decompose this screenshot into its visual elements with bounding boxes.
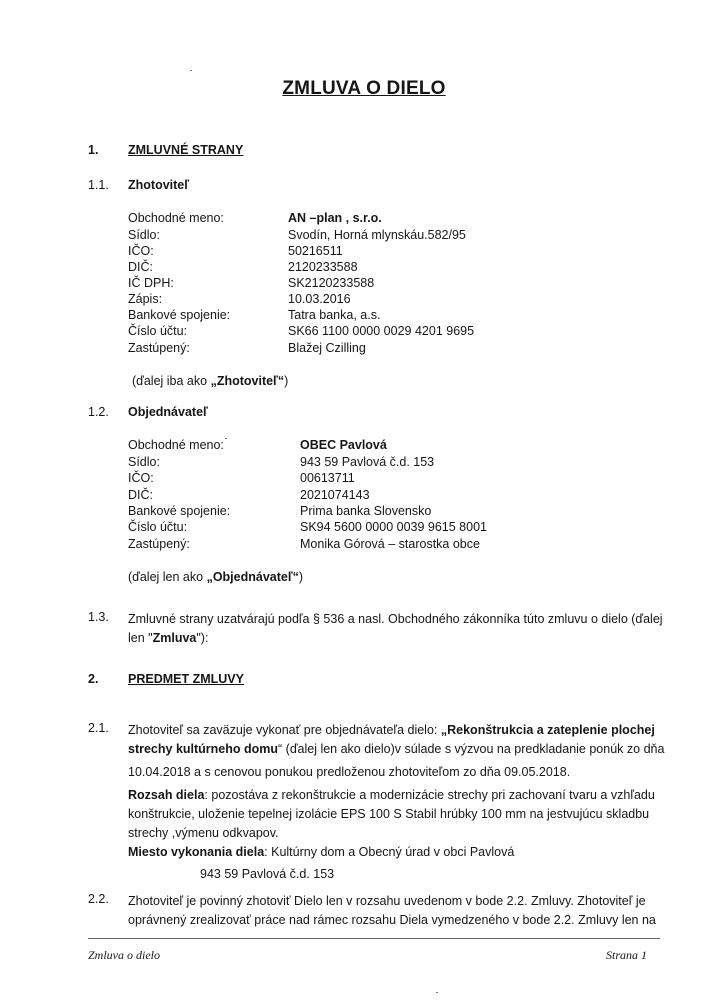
text-suffix: "):: [196, 631, 209, 645]
client-label: Číslo účtu:: [128, 520, 188, 534]
contractor-value: AN –plan , s.r.o.: [288, 211, 382, 225]
subsection-2-1-dates: 10.04.2018 a s cenovou ponukou predloženou zhotoviteľom zo dňa 09.05.2018.: [128, 765, 571, 779]
section-1-heading: ZMLUVNÉ STRANY: [128, 143, 244, 157]
place-label: Miesto vykonania diela: [128, 845, 265, 859]
footer-document-name: Zmluva o dielo: [88, 948, 160, 962]
contractor-value: SK2120233588: [288, 276, 375, 290]
paragraph-line: Zmluvné strany uzatvárajú podľa § 536 a nasl. Obchodného zákonníka túto zmluvu o dielo (ďalej: [128, 612, 663, 626]
contractor-note: [132, 374, 288, 388]
contractor-label: Sídlo:: [128, 228, 160, 242]
contractor-value: 2120233588: [288, 260, 358, 274]
scan-speck: [436, 992, 438, 993]
contractor-value: Svodín, Horná mlynskáu.582/95: [288, 228, 466, 242]
section-2-heading: PREDMET ZMLUVY: [128, 672, 244, 686]
defined-term: Zmluva: [152, 631, 197, 645]
client-value: 943 59 Pavlová č.d. 153: [300, 455, 435, 469]
client-label: Obchodné meno:: [128, 438, 224, 452]
scope-label: Rozsah diela: [128, 788, 205, 802]
client-label: Sídlo:: [128, 455, 160, 469]
client-label: DIČ:: [128, 488, 153, 502]
subsection-1-2-heading: Objednávateľ: [128, 405, 208, 419]
subsection-2-1-number: 2.1.: [88, 721, 109, 735]
contractor-label: Číslo účtu:: [128, 324, 188, 338]
paragraph-line: [128, 629, 668, 648]
note-prefix: (ďalej iba ako: [132, 374, 211, 388]
scan-speck: [225, 438, 227, 439]
subsection-1-2-number: 1.2.: [88, 405, 109, 419]
paragraph-line: [128, 786, 668, 805]
contractor-label: Obchodné meno:: [128, 211, 224, 225]
contractor-value: Blažej Czilling: [288, 341, 366, 355]
contractor-value: SK66 1100 0000 0029 4201 9695: [288, 324, 475, 338]
paragraph-line: oprávnený zrealizovať práce nad rámec rozsahu Diela vymedzeného v bode 2.2. Zmluvy len na: [128, 913, 656, 927]
paragraph-line: [128, 740, 668, 759]
paragraph-line: [128, 843, 668, 862]
work-title: strechy kultúrneho domu: [128, 742, 279, 756]
section-2-number: 2.: [88, 672, 99, 686]
subsection-1-3-number: 1.3.: [88, 610, 109, 624]
footer-divider: [88, 938, 660, 939]
text-run: : pozostáva z rekonštrukcie a modernizácie strechy pri zachovaní tvaru a vzhľadu: [204, 788, 655, 802]
client-value: Prima banka Slovensko: [300, 504, 432, 518]
note-term: „Objednávateľ“: [206, 570, 299, 584]
subsection-1-1-heading: Zhotoviteľ: [128, 178, 190, 192]
subsection-1-1-number: 1.1.: [88, 178, 109, 192]
paragraph-line: konštrukcie, uloženie tepelnej izolácie EPS 100 S Stabil hrúbky 100 mm na jestvujúcu skladbu: [128, 807, 650, 821]
text-prefix: len ": [128, 631, 153, 645]
subsection-2-1-text: [128, 721, 668, 759]
contractor-value: 50216511: [288, 244, 343, 258]
text-run: : Kultúrny dom a Obecný úrad v obci Pavlová: [264, 845, 515, 859]
client-value: 2021074143: [300, 488, 370, 502]
document-title: ZMLUVA O DIELO: [282, 78, 446, 99]
work-place: [128, 843, 668, 862]
client-value: SK94 5600 0000 0039 9615 8001: [300, 520, 487, 534]
client-value: 00613711: [300, 471, 355, 485]
scan-speck: [190, 70, 192, 71]
client-label: Bankové spojenie:: [128, 504, 231, 518]
contractor-label: IČO:: [128, 244, 154, 258]
contractor-label: IČ DPH:: [128, 276, 174, 290]
work-scope: [128, 786, 668, 843]
subsection-1-3-text: [128, 610, 668, 648]
client-label: Zastúpený:: [128, 537, 190, 551]
note-prefix: (ďalej len ako: [128, 570, 207, 584]
paragraph-line: [128, 721, 668, 740]
work-place-address: 943 59 Pavlová č.d. 153: [200, 867, 335, 881]
note-term: „Zhotoviteľ“: [210, 374, 285, 388]
contractor-label: Zastúpený:: [128, 341, 190, 355]
footer-page-number: Strana 1: [606, 948, 648, 962]
text-run: Zhotoviteľ sa zaväzuje vykonať pre objednávateľa dielo:: [128, 723, 441, 737]
subsection-2-2-text: [128, 892, 668, 930]
contractor-label: Zápis:: [128, 292, 163, 306]
contractor-label: Bankové spojenie:: [128, 308, 231, 322]
client-value: Monika Górová – starostka obce: [300, 537, 480, 551]
text-run: “ (ďalej len ako dielo)v súlade s výzvou na predkladanie ponúk zo dňa: [278, 742, 665, 756]
client-label: IČO:: [128, 471, 154, 485]
contractor-label: DIČ:: [128, 260, 153, 274]
note-suffix: ): [284, 374, 289, 388]
subsection-2-2-number: 2.2.: [88, 892, 109, 906]
work-title: „Rekonštrukcia a zateplenie plochej: [440, 723, 655, 737]
contractor-value: Tatra banka, a.s.: [288, 308, 381, 322]
paragraph-line: strechy ,výmenu odkvapov.: [128, 826, 279, 840]
client-note: [128, 570, 303, 584]
client-value: OBEC Pavlová: [300, 438, 387, 452]
section-1-number: 1.: [88, 143, 99, 157]
paragraph-line: Zhotoviteľ je povinný zhotoviť Dielo len v rozsahu uvedenom v bode 2.2. Zmluvy. Zhotoviteľ je: [128, 894, 646, 908]
contractor-value: 10.03.2016: [288, 292, 351, 306]
note-suffix: ): [298, 570, 304, 584]
